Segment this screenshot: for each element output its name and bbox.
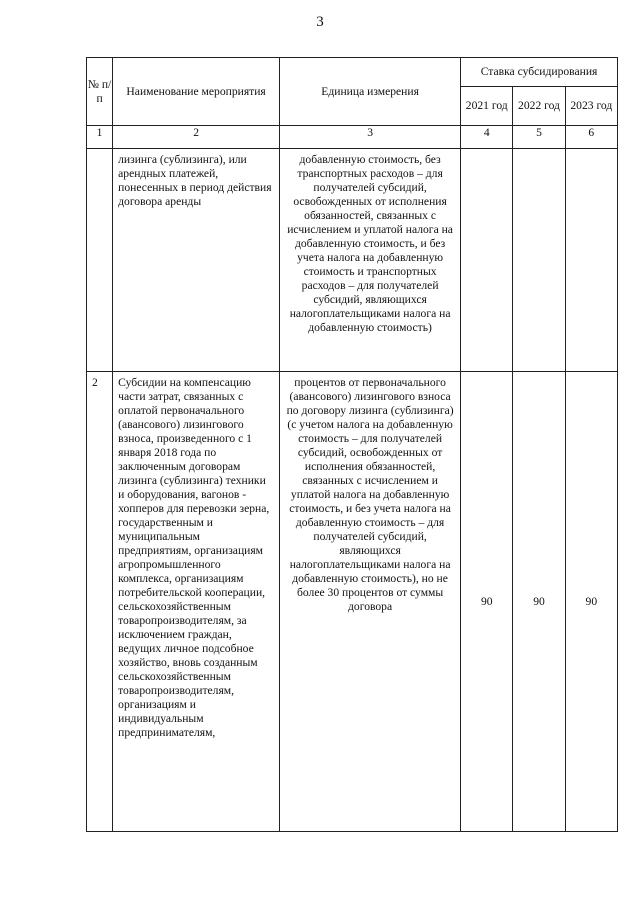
row-number <box>87 149 113 372</box>
table-row <box>87 149 618 372</box>
page-number: 3 <box>316 14 324 30</box>
row-name: Субсидии на компенсацию части затрат, связанных с оплатой первоначального (авансового) лизингового взноса, произведенного с 1 января 2018 года по заключенным договорам лизинга (сублизинга) техники и оборудования, вагонов - хопперов для перевозки зерна, государственным и муниципальным предприятиям, организациям агропромышленного комплекса, организациям потребительской кооперации, сельскохозяйственным товаропроизводителям, за исключением граждан, ведущих личное подсобное хозяйство, вновь созданным сельскохозяйственным товаропроизводителям, организациям и индивидуальным предпринимателям, <box>113 372 280 832</box>
column-number: 4 <box>461 126 513 149</box>
subsidy-table <box>86 57 618 832</box>
row-rate-2022: 90 <box>513 372 565 832</box>
column-number-row <box>87 126 618 149</box>
row-number: 2 <box>87 372 113 832</box>
row-rate-2022 <box>513 149 565 372</box>
table-row <box>87 372 618 832</box>
header-unit: Единица измерения <box>280 58 461 126</box>
header-rate: Ставка субсидирования <box>461 58 618 87</box>
column-number: 2 <box>113 126 280 149</box>
header-no: № п/п <box>87 58 113 126</box>
column-number: 1 <box>87 126 113 149</box>
row-rate-2021 <box>461 149 513 372</box>
header-name: Наименование мероприятия <box>113 58 280 126</box>
column-number: 3 <box>280 126 461 149</box>
header-year-2023: 2023 год <box>565 87 617 126</box>
column-number: 5 <box>513 126 565 149</box>
row-rate-2021: 90 <box>461 372 513 832</box>
column-number: 6 <box>565 126 617 149</box>
row-rate-2023 <box>565 149 617 372</box>
row-name: лизинга (сублизинга), или арендных платежей, понесенных в период действия договора аренды <box>113 149 280 372</box>
row-unit: добавленную стоимость, без транспортных расходов – для получателей субсидий, освобожденных от исполнения обязанностей, связанных с исчислением и уплатой налога на добавленную стоимость, и без учета налога на добавленную стоимость и транспортных расходов – для получателей субсидий, являющихся налогоплательщиками налога на добавленную стоимость) <box>280 149 461 372</box>
header-year-2022: 2022 год <box>513 87 565 126</box>
row-unit: процентов от первоначального (авансового) лизингового взноса по договору лизинга (сублизинга) (с учетом налога на добавленную стоимость – для получателей субсидий, освобожденных от исполнения обязанностей, связанных с исчислением и уплатой налога на добавленную стоимость, и без учета налога на добавленную стоимость – для получателей субсидий, являющихся налогоплательщиками налога на добавленную стоимость), но не более 30 процентов от суммы договора <box>280 372 461 832</box>
header-year-2021: 2021 год <box>461 87 513 126</box>
row-rate-2023: 90 <box>565 372 617 832</box>
